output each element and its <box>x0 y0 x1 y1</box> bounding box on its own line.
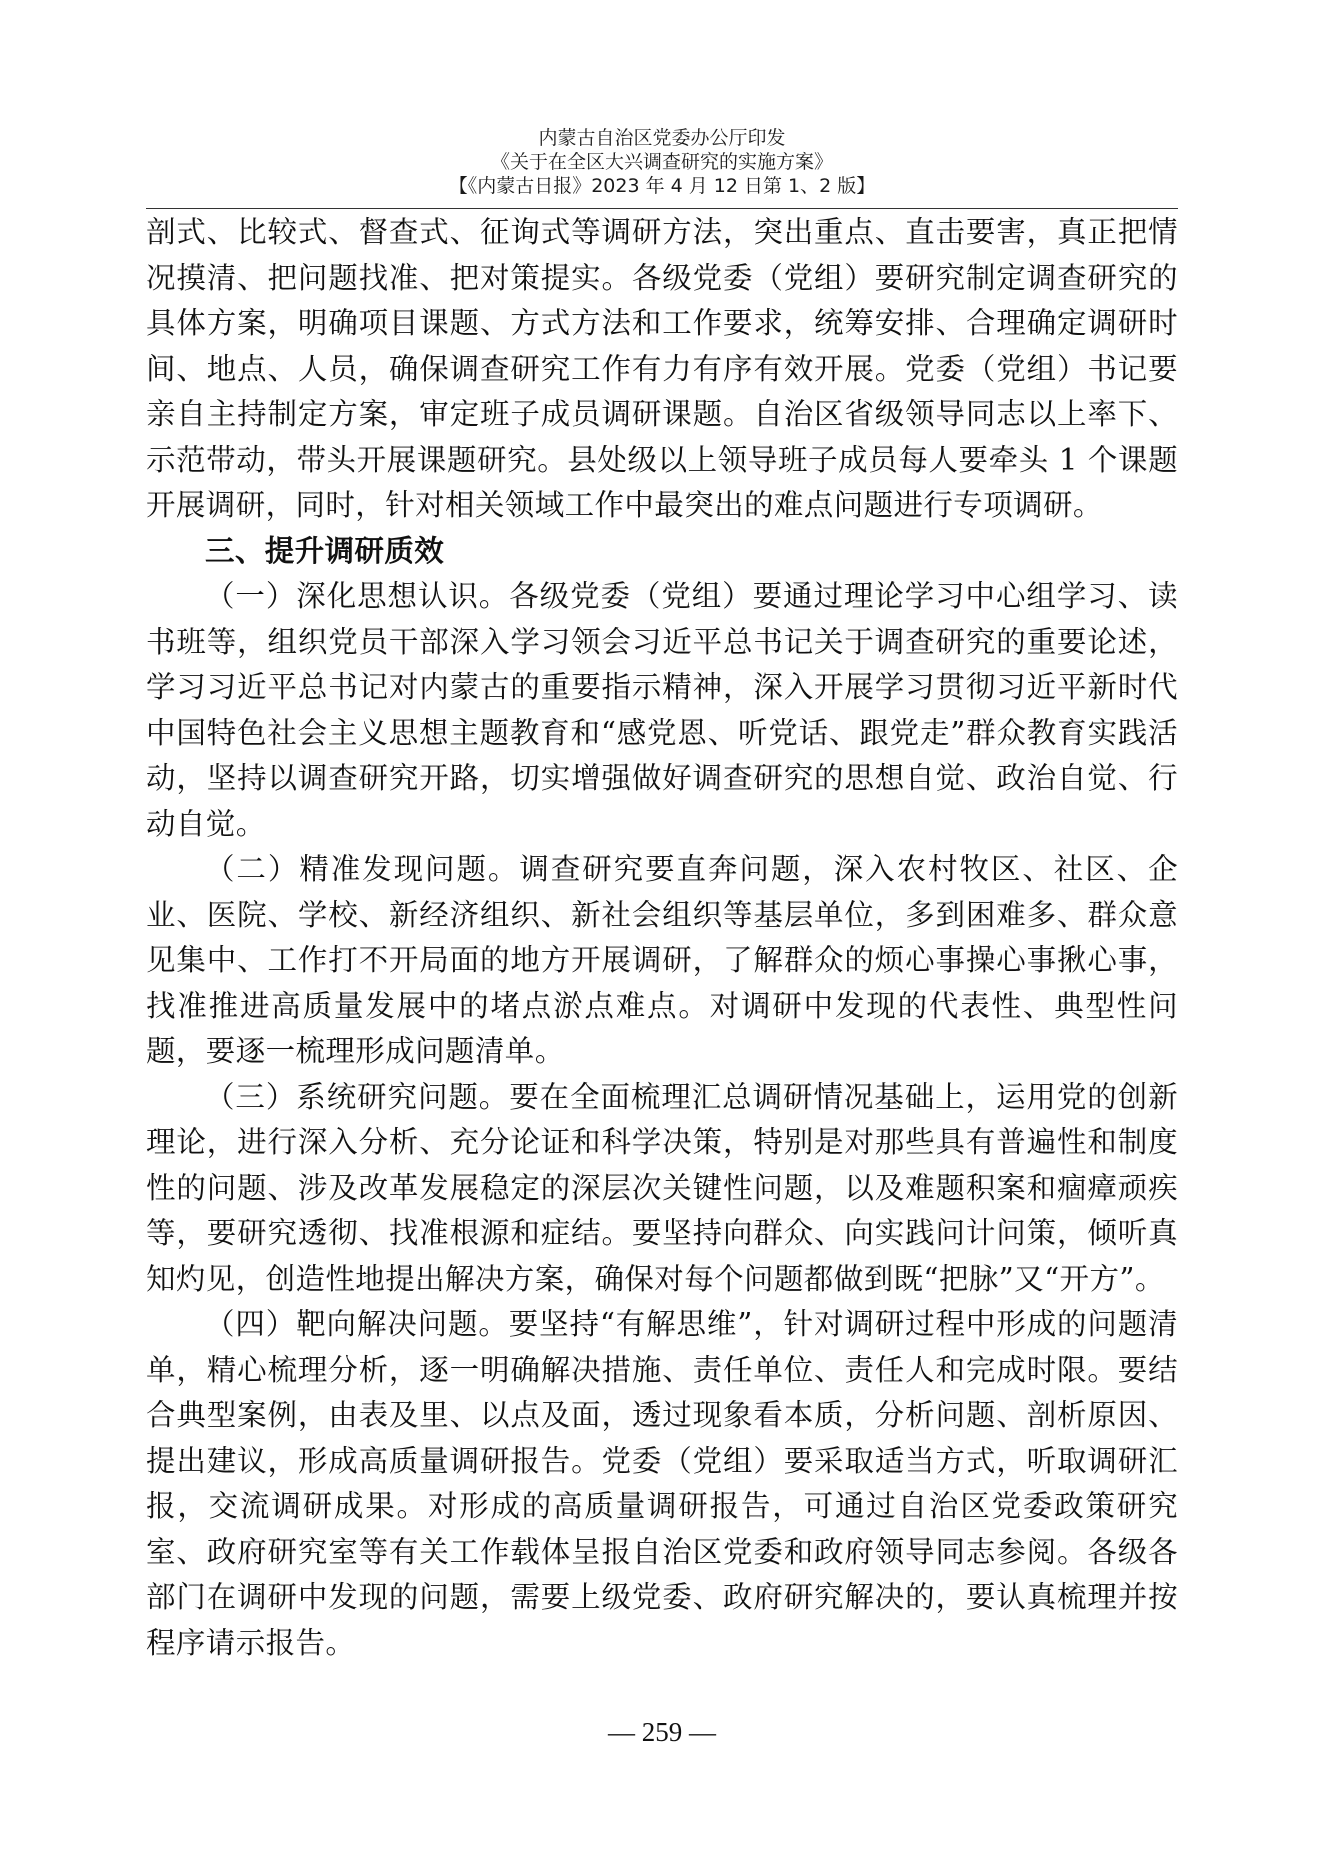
section-heading: 三、提升调研质效 <box>205 533 445 568</box>
paragraph-study-problems: （三）系统研究问题。要在全面梳理汇总调研情况基础上，运用党的创新理论，进行深入分析、充分论证和科学决策，特别是对那些具有普遍性和制度性的问题、涉及改革发展稳定的深层次关键性问题，以及难题积案和痼瘴顽疾等，要研究透彻、找准根源和症结。要坚持向群众、向实践问计问策，倾听真知灼见，创造性地提出解决方案，确保对每个问题都做到既“把脉”又“开方”。 <box>146 1079 1178 1296</box>
header-divider <box>146 208 1178 209</box>
header-source-citation: 【《内蒙古日报》2023 年 4 月 12 日第 1、2 版】 <box>448 175 876 197</box>
header-document-title: 《关于在全区大兴调查研究的实施方案》 <box>490 151 833 173</box>
paragraph-identify-problems: （二）精准发现问题。调查研究要直奔问题，深入农村牧区、社区、企业、医院、学校、新经济组织、新社会组织等基层单位，多到困难多、群众意见集中、工作打不开局面的地方开展调研，了解群众的烦心事操心事揪心事，找准推进高质量发展中的堵点淤点难点。对调研中发现的代表性、典型性问题，要逐一梳理形成问题清单。 <box>146 852 1178 1068</box>
paragraph-solve-problems: （四）靶向解决问题。要坚持“有解思维”，针对调研过程中形成的问题清单，精心梳理分析，逐一明确解决措施、责任单位、责任人和完成时限。要结合典型案例，由表及里、以点及面，透过现象看本质，分析问题、剖析原因、提出建议，形成高质量调研报告。党委（党组）要采取适当方式，听取调研汇报，交流调研成果。对形成的高质量调研报告，可通过自治区党委政策研究室、政府研究室等有关工作载体呈报自治区党委和政府领导同志参阅。各级各部门在调研中发现的问题，需要上级党委、政府研究解决的，要认真梳理并按程序请示报告。 <box>146 1307 1178 1660</box>
paragraph-deepen-understanding: （一）深化思想认识。各级党委（党组）要通过理论学习中心组学习、读书班等，组织党员干部深入学习领会习近平总书记关于调查研究的重要论述，学习习近平总书记对内蒙古的重要指示精神，深入开展学习贯彻习近平新时代中国特色社会主义思想主题教育和“感党恩、听党话、跟党走”群众教育实践活动，坚持以调查研究开路，切实增强做好调查研究的思想自觉、政治自觉、行动自觉。 <box>146 579 1178 841</box>
page-number: — 259 — <box>608 1717 716 1747</box>
document-body <box>146 210 1178 1666</box>
running-header <box>146 126 1178 198</box>
continued-paragraph: 剖式、比较式、督查式、征询式等调研方法，突出重点、直击要害，真正把情况摸清、把问题找准、把对策提实。各级党委（党组）要研究制定调查研究的具体方案，明确项目课题、方式方法和工作要求，统筹安排、合理确定调研时间、地点、人员，确保调查研究工作有力有序有效开展。党委（党组）书记要亲自主持制定方案，审定班子成员调研课题。自治区省级领导同志以上率下、示范带动，带头开展课题研究。县处级以上领导班子成员每人要牵头 1 个课题开展调研，同时，针对相关领域工作中最突出的难点问题进行专项调研。 <box>146 215 1178 522</box>
header-issuer: 内蒙古自治区党委办公厅印发 <box>538 127 786 149</box>
